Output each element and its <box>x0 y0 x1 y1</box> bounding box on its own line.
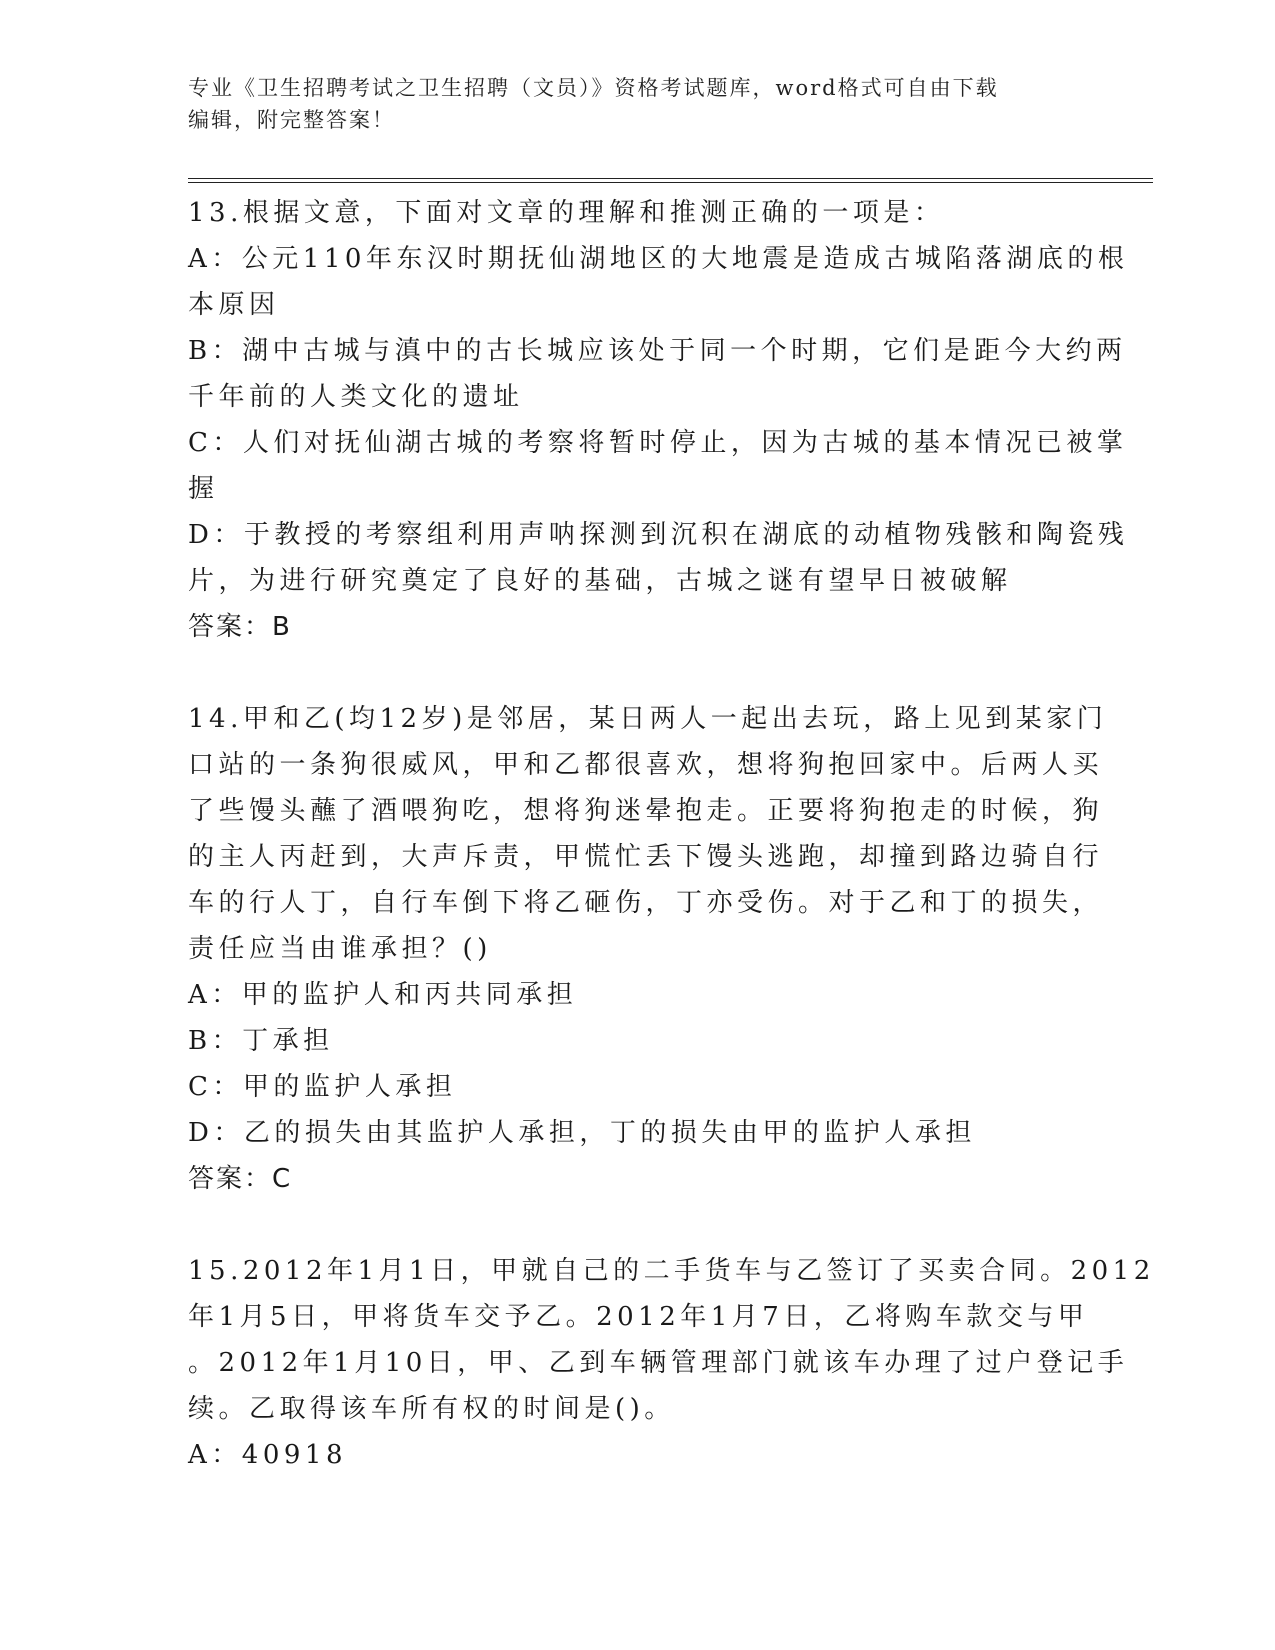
question-list <box>188 190 1155 1478</box>
question-14 <box>188 696 1108 1202</box>
question-stem-line: 了些馒头蘸了酒喂狗吃，想将狗迷晕抱走。正要将狗抱走的时候，狗 <box>188 796 1104 826</box>
header-rule-thick <box>188 178 1153 179</box>
header-rule-thin <box>188 182 1153 183</box>
option-line: C：人们对抚仙湖古城的考察将暂时停止，因为古城的基本情况已被掌 <box>188 428 1128 458</box>
question-stem-line: 口站的一条狗很威风，甲和乙都很喜欢，想将狗抱回家中。后两人买 <box>188 750 1104 780</box>
option-line: A：公元110年东汉时期抚仙湖地区的大地震是造成古城陷落湖底的根 <box>188 244 1129 274</box>
header-line-1: 专业《卫生招聘考试之卫生招聘（文员）》资格考试题库，word格式可自由下载 <box>188 76 999 100</box>
question-spacer <box>188 1202 1088 1248</box>
option-a: A：甲的监护人和丙共同承担 <box>188 980 578 1010</box>
question-stem-line: 的主人丙赶到，大声斥责，甲慌忙丢下馒头逃跑，却撞到路边骑自行 <box>188 842 1104 872</box>
question-stem-line: 年1月5日，甲将货车交予乙。2012年1月7日，乙将购车款交与甲 <box>188 1302 1089 1332</box>
question-stem-line: 责任应当由谁承担？() <box>188 934 492 964</box>
question-15 <box>188 1248 1155 1478</box>
answer-label: 答案：C <box>188 1164 293 1194</box>
question-13 <box>188 190 1129 650</box>
option-line: B：湖中古城与滇中的古长城应该处于同一个时期，它们是距今大约两 <box>188 336 1127 366</box>
question-stem-line: 。2012年1月10日，甲、乙到车辆管理部门就该车办理了过户登记手 <box>188 1348 1129 1378</box>
option-line: 片，为进行研究奠定了良好的基础，古城之谜有望早日被破解 <box>188 566 1012 596</box>
question-stem-line: 续。乙取得该车所有权的时间是()。 <box>188 1394 675 1424</box>
document-header <box>188 72 1088 136</box>
option-d <box>188 512 1129 604</box>
answer-label: 答案：B <box>188 612 292 642</box>
question-stem-line: 15.2012年1月1日，甲就自己的二手货车与乙签订了买卖合同。2012 <box>188 1256 1155 1286</box>
question-stem-line: 13.根据文意，下面对文章的理解和推测正确的一项是： <box>188 198 945 228</box>
option-c <box>188 420 1128 512</box>
option-line: 本原因 <box>188 290 280 320</box>
option-a: A：40918 <box>188 1440 347 1470</box>
question-stem-line: 车的行人丁，自行车倒下将乙砸伤，丁亦受伤。对于乙和丁的损失， <box>188 888 1104 918</box>
header-line-2: 编辑，附完整答案！ <box>188 108 395 132</box>
option-c: C：甲的监护人承担 <box>188 1072 457 1102</box>
option-d: D：乙的损失由其监护人承担，丁的损失由甲的监护人承担 <box>188 1118 976 1148</box>
option-line: 握 <box>188 474 219 504</box>
option-a <box>188 236 1129 328</box>
option-line: 千年前的人类文化的遗址 <box>188 382 524 412</box>
option-line: D：于教授的考察组利用声呐探测到沉积在湖底的动植物残骸和陶瓷残 <box>188 520 1129 550</box>
question-spacer <box>188 650 1088 696</box>
option-b <box>188 328 1127 420</box>
option-b: B：丁承担 <box>188 1026 334 1056</box>
question-stem-line: 14.甲和乙(均12岁)是邻居，某日两人一起出去玩，路上见到某家门 <box>188 704 1108 734</box>
